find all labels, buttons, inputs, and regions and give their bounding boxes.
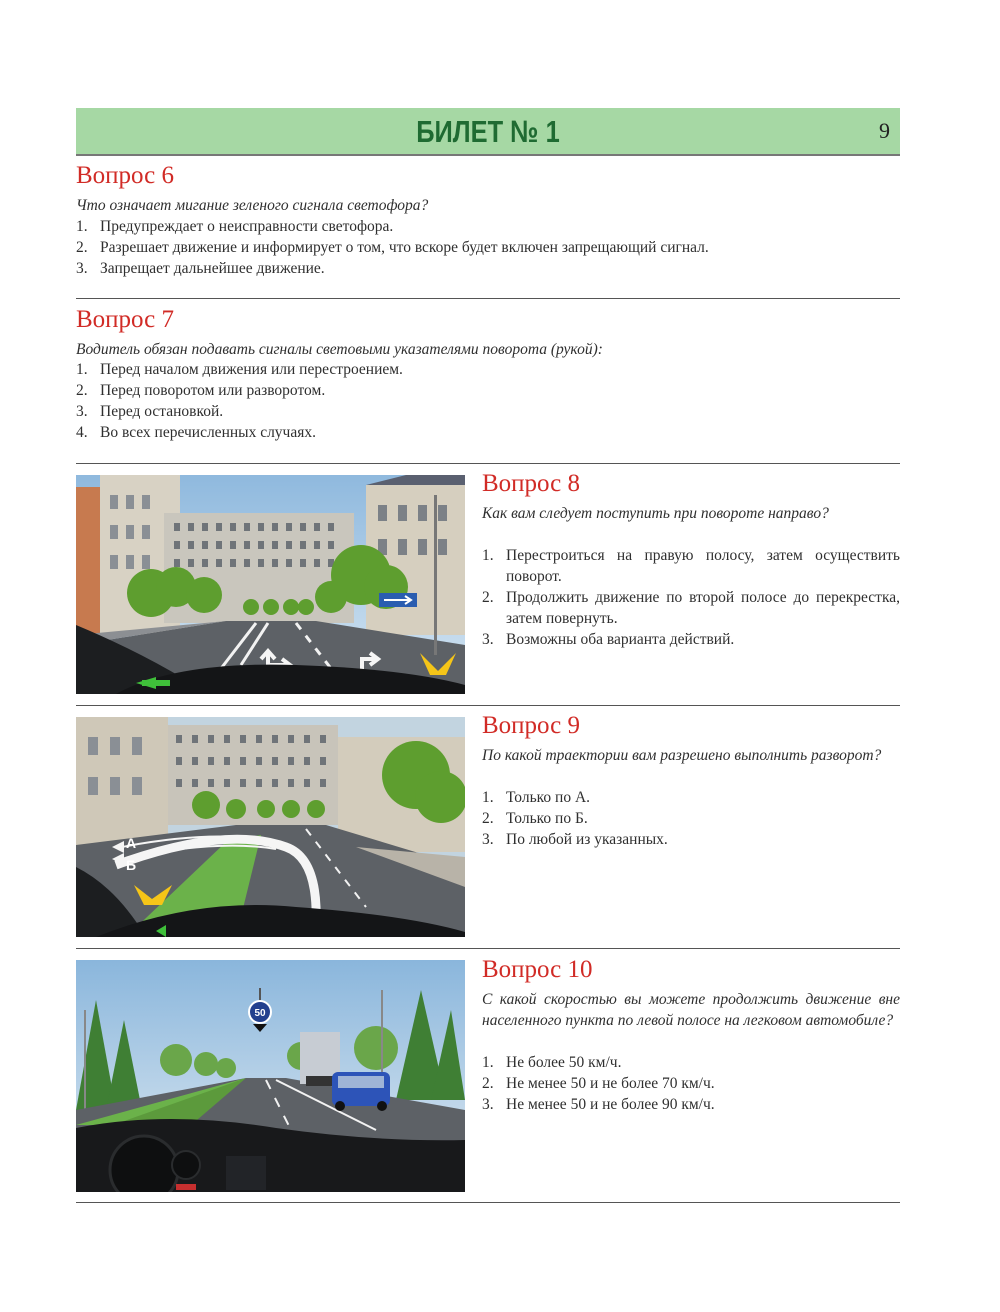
question-8-text: Как вам следует поступить при повороте направо? [482,505,829,522]
answer-item: 1. Перед началом движения или перестроением. [76,361,403,378]
answer-item: 1. Предупреждает о неисправности светофора. [76,218,394,235]
question-10-illustration [76,960,465,1192]
question-10-text: С какой скоростью вы можете продолжить движение вне населенного пункта по левой полосе на легковом автомобиле? [482,991,900,1029]
divider [76,948,900,949]
answer-item: 2. Перед поворотом или разворотом. [76,382,326,399]
question-6-answers [76,216,900,279]
ticket-header [76,108,900,156]
ticket-title: БИЛЕТ № 1 [416,114,560,149]
trajectory-label-b: Б [126,857,137,873]
answer-item: 2. Не менее 50 и не более 70 км/ч. [482,1075,715,1092]
trajectory-label-a: А [126,835,137,851]
answer-item: 2. Разрешает движение и информирует о том, что вскоре будет включен запрещающий сигнал. [76,239,709,256]
answer-item: 3. Возможны оба варианта действий. [482,631,735,648]
divider [76,298,900,299]
answer-item: 3. Запрещает дальнейшее движение. [76,260,325,277]
answer-item: 1. Не более 50 км/ч. [482,1054,622,1071]
divider [76,463,900,464]
answer-item: 4. Во всех перечисленных случаях. [76,424,316,441]
answer-item: 3. По любой из указанных. [482,831,668,848]
answer-item: 3. Перед остановкой. [76,403,224,420]
answer-item: 2. Только по Б. [482,810,588,827]
answer-item: 1. Перестроиться на правую полосу, затем осуществить поворот. [482,547,900,585]
question-9-illustration [76,717,465,937]
answer-item: 2. Продолжить движение по второй полосе до перекрестка, затем повернуть. [482,589,900,627]
question-7-title: Вопрос 7 [76,306,175,333]
answer-item: 1. Только по А. [482,789,591,806]
question-9-answers [482,787,900,850]
question-9-title: Вопрос 9 [482,712,581,739]
question-8-illustration [76,475,465,694]
divider [76,705,900,706]
answer-item: 3. Не менее 50 и не более 90 км/ч. [482,1096,715,1113]
question-7-answers [76,359,900,443]
question-8-title: Вопрос 8 [482,470,581,497]
question-10-answers [482,1052,900,1115]
question-10-title: Вопрос 10 [482,956,593,983]
question-7-text: Водитель обязан подавать сигналы световыми указателями поворота (рукой): [76,341,603,358]
question-6-title: Вопрос 6 [76,162,175,189]
page-number: 9 [879,118,890,143]
speed-sign-label: 50 [254,1008,266,1019]
question-8-answers [482,545,900,650]
divider [76,1202,900,1203]
question-9-text: По какой траектории вам разрешено выполнить разворот? [482,747,882,764]
question-6-text: Что означает мигание зеленого сигнала светофора? [76,197,429,214]
